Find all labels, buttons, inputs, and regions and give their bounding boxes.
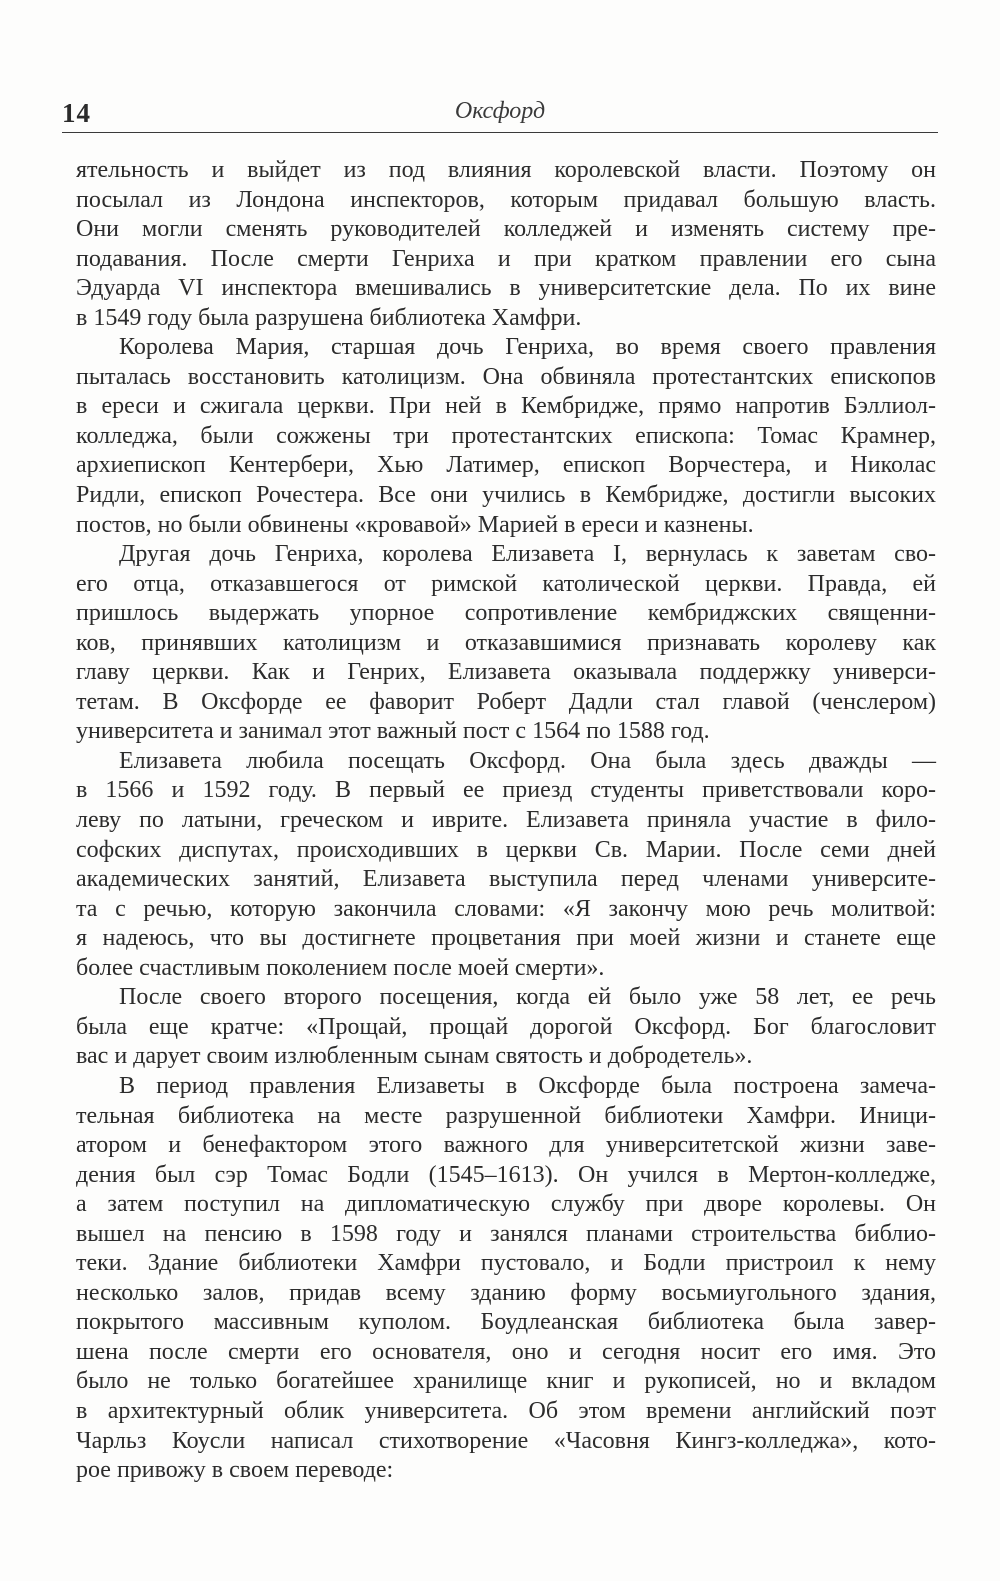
page-header: [62, 92, 938, 133]
text-line: постов, но были обвинены «кровавой» Марией в ереси и казнены.: [76, 511, 754, 538]
text-line: подавания. После смерти Генриха и при кратком правлении его сына: [76, 245, 936, 272]
paragraph-1: [76, 156, 936, 333]
text-line: теки. Здание библиотеки Хамфри пустовало, и Бодли пристроил к нему: [76, 1250, 936, 1277]
text-line: леву по латыни, греческом и иврите. Елизавета приняла участие в фило-: [76, 807, 936, 834]
text-line: колледжа, были сожжены три протестантских епископа: Томас Крамнер,: [76, 422, 936, 449]
text-line: Эдуарда VI инспектора вмешивались в университетские дела. По их вине: [76, 275, 936, 302]
text-line: архиепископ Кентербери, Хью Латимер, епископ Ворчестера, и Николас: [76, 452, 936, 479]
text-line: его отца, отказавшегося от римской католической церкви. Правда, ей: [76, 570, 936, 597]
text-line: После своего второго посещения, когда ей было уже 58 лет, ее речь: [119, 984, 936, 1011]
text-line: тетам. В Оксфорде ее фаворит Роберт Дадли стал главой (ченслером): [76, 688, 936, 715]
text-line: главу церкви. Как и Генрих, Елизавета оказывала поддержку универси-: [76, 659, 936, 686]
running-title: Оксфорд: [454, 98, 546, 124]
text-line: вышел на пенсию в 1598 году и занялся планами строительства библио-: [76, 1220, 936, 1247]
paragraph-6: [76, 1072, 936, 1486]
text-line: была еще кратче: «Прощай, прощай дорогой Оксфорд. Бог благословит: [76, 1013, 936, 1040]
text-line: Елизавета любила посещать Оксфорд. Она была здесь дважды —: [119, 747, 936, 774]
text-line: покрытого массивным куполом. Боудлеанская библиотека была завер-: [76, 1309, 936, 1336]
paragraph-4: [76, 747, 936, 983]
text-line: несколько залов, придав всему зданию форму восьмиугольного здания,: [76, 1279, 936, 1306]
text-line: в архитектурный облик университета. Об этом времени английский поэт: [76, 1397, 936, 1424]
text-line: академических занятий, Елизавета выступила перед членами университе-: [76, 866, 936, 893]
text-line: я надеюсь, что вы достигнете процветания при моей жизни и станете еще: [76, 925, 936, 952]
paragraph-5: [76, 983, 936, 1072]
text-line: было не только богатейшее хранилище книг и рукописей, но и вкладом: [76, 1368, 936, 1395]
body-text: [76, 156, 936, 1486]
text-line: Они могли сменять руководителей колледжей и изменять систему пре-: [76, 216, 936, 243]
text-line: тельная библиотека на месте разрушенной библиотеки Хамфри. Иници-: [76, 1102, 936, 1129]
text-line: атором и бенефактором этого важного для университетской жизни заве-: [76, 1132, 936, 1159]
text-line: Королева Мария, старшая дочь Генриха, во время своего правления: [119, 334, 936, 361]
text-line: софских диспутах, происходивших в церкви Св. Марии. После семи дней: [76, 836, 936, 863]
text-line: Другая дочь Генриха, королева Елизавета I, вернулась к заветам сво-: [119, 541, 936, 568]
text-line: а затем поступил на дипломатическую службу при дворе королевы. Он: [76, 1191, 936, 1218]
text-line: пыталась восстановить католицизм. Она обвиняла протестантских епископов: [76, 363, 936, 390]
paragraph-3: [76, 540, 936, 747]
text-line: В период правления Елизаветы в Оксфорде была построена замеча-: [119, 1072, 936, 1099]
text-line: ятельность и выйдет из под влияния королевской власти. Поэтому он: [76, 157, 936, 183]
text-line: шена после смерти его основателя, оно и сегодня носит его имя. Это: [76, 1338, 936, 1365]
text-line: Ридли, епископ Рочестера. Все они учились в Кембридже, достигли высоких: [76, 482, 936, 509]
page-number: 14: [62, 98, 91, 128]
text-line: более счастливым поколением после моей смерти».: [76, 954, 605, 981]
text-line: ков, принявших католицизм и отказавшимися признавать королеву как: [76, 629, 936, 656]
text-line: рое привожу в своем переводе:: [76, 1457, 394, 1484]
text-line: посылал из Лондона инспекторов, которым придавал большую власть.: [76, 186, 936, 213]
text-line: в ереси и сжигала церкви. При ней в Кембридже, прямо напротив Бэллиол-: [76, 393, 936, 420]
text-line: вас и дарует своим излюбленным сынам святость и добродетель».: [76, 1043, 753, 1070]
text-line: пришлось выдержать упорное сопротивление кембриджских священни-: [76, 600, 936, 627]
text-line: в 1566 и 1592 году. В первый ее приезд студенты приветствовали коро-: [76, 777, 936, 804]
text-line: дения был сэр Томас Бодли (1545–1613). Он учился в Мертон-колледже,: [76, 1161, 936, 1188]
text-line: та с речью, которую закончила словами: «Я закончу мою речь молитвой:: [76, 895, 936, 922]
text-line: Чарльз Коусли написал стихотворение «Часовня Кингз-колледжа», кото-: [76, 1427, 936, 1454]
paragraph-2: [76, 333, 936, 540]
text-line: университета и занимал этот важный пост с 1564 по 1588 год.: [76, 718, 710, 745]
text-line: в 1549 году была разрушена библиотека Хамфри.: [76, 304, 582, 331]
